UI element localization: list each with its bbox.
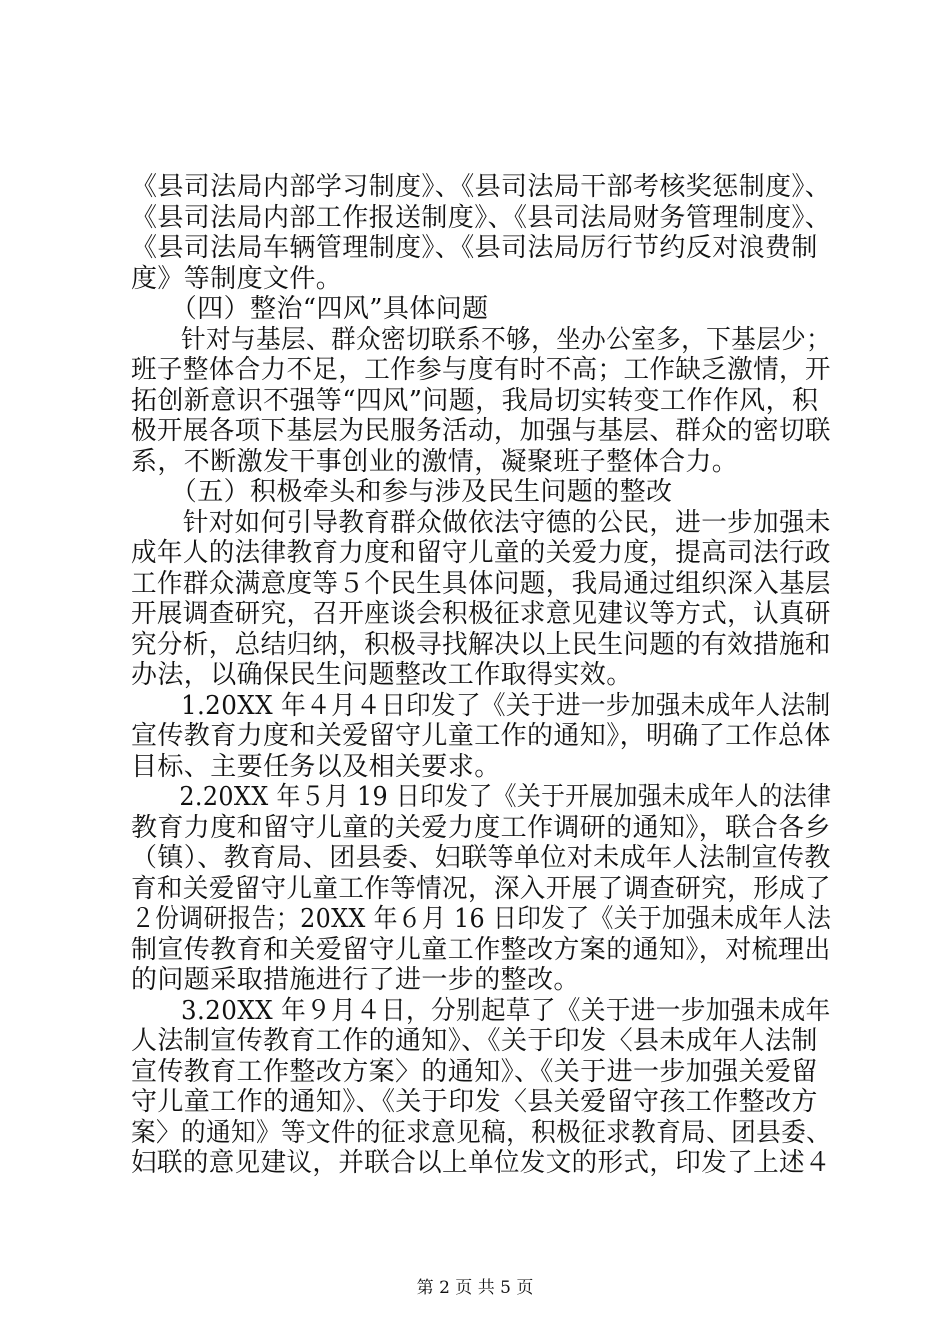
text-line: 究分析，总结归纳，积极寻找解决以上民生问题的有效措施和 — [131, 629, 831, 660]
text-line: 针对如何引导教育群众做依法守德的公民，进一步加强未 — [131, 507, 831, 538]
text-line: 守儿童工作的通知》、《关于印发〈县关爱留守孩工作整改方 — [131, 1087, 818, 1117]
text-line: 针对与基层、群众密切联系不够，坐办公室多，下基层少； — [131, 324, 832, 355]
text-line: 宣传教育力度和关爱留守儿童工作的通知》，明确了工作总体 — [131, 721, 831, 751]
text-line: 育和关爱留守儿童工作等情况，深入开展了调查研究，形成了 — [131, 873, 831, 904]
text-line: （镇）、教育局、团县委、妇联等单位对未成年人法制宣传教 — [131, 843, 831, 873]
text-line: 3.20XX 年９月４日，分别起草了《关于进一步加强未成年 — [131, 995, 831, 1026]
text-line: 目标、主要任务以及相关要求。 — [131, 751, 501, 782]
text-line: （五）积极牵头和参与涉及民生问题的整改 — [131, 477, 673, 507]
text-line: ２份调研报告；20XX 年６月 16 日印发了《关于加强未成年人法 — [131, 904, 832, 934]
text-line: 1.20XX 年４月４日印发了《关于进一步加强未成年人法制 — [131, 690, 831, 721]
text-line: 极开展各项下基层为民服务活动，加强与基层、群众的密切联 — [131, 416, 831, 446]
text-line: 《县司法局内部工作报送制度》、《县司法局财务管理制度》、 — [131, 202, 832, 233]
text-line: 拓创新意识不强等“四风”问题，我局切实转变工作作风，积 — [131, 385, 819, 416]
text-line: 的问题采取措施进行了进一步的整改。 — [131, 965, 580, 995]
text-line: 案〉的通知》等文件的征求意见稿，积极征求教育局、团县委、 — [131, 1117, 832, 1148]
text-line: 人法制宣传教育工作的通知》、《关于印发〈县未成年人法制 — [131, 1026, 818, 1056]
page-number-footer: 第 2 页 共 5 页 — [416, 1278, 534, 1298]
text-line: 开展调查研究，召开座谈会积极征求意见建议等方式，认真研 — [131, 599, 831, 629]
text-line: （四）整治“四风”具体问题 — [131, 294, 489, 324]
text-line: 2.20XX 年５月 19 日印发了《关于开展加强未成年人的法律 — [131, 782, 832, 812]
text-line: 制宣传教育和关爱留守儿童工作整改方案的通知》，对梳理出 — [131, 934, 831, 965]
text-line: 《县司法局车辆管理制度》、《县司法局厉行节约反对浪费制 — [131, 233, 818, 263]
text-line: 妇联的意见建议，并联合以上单位发文的形式，印发了上述４ — [131, 1148, 831, 1178]
text-line: 工作群众满意度等５个民生具体问题，我局通过组织深入基层 — [131, 568, 831, 599]
text-line: 教育力度和留守儿童的关爱力度工作调研的通知》，联合各乡 — [131, 812, 831, 843]
text-line: 班子整体合力不足，工作参与度有时不高；工作缺乏激情，开 — [131, 355, 831, 385]
document-body — [131, 172, 831, 1179]
text-line: 系，不断激发干事创业的激情，凝聚班子整体合力。 — [131, 446, 739, 477]
text-line: 《县司法局内部学习制度》、《县司法局干部考核奖惩制度》、 — [131, 172, 832, 202]
text-line: 办法，以确保民生问题整改工作取得实效。 — [131, 660, 633, 690]
text-line: 宣传教育工作整改方案〉的通知》、《关于进一步加强关爱留 — [131, 1056, 818, 1087]
text-line: 成年人的法律教育力度和留守儿童的关爱力度，提高司法行政 — [131, 538, 831, 568]
text-line: 度》等制度文件。 — [131, 263, 343, 294]
